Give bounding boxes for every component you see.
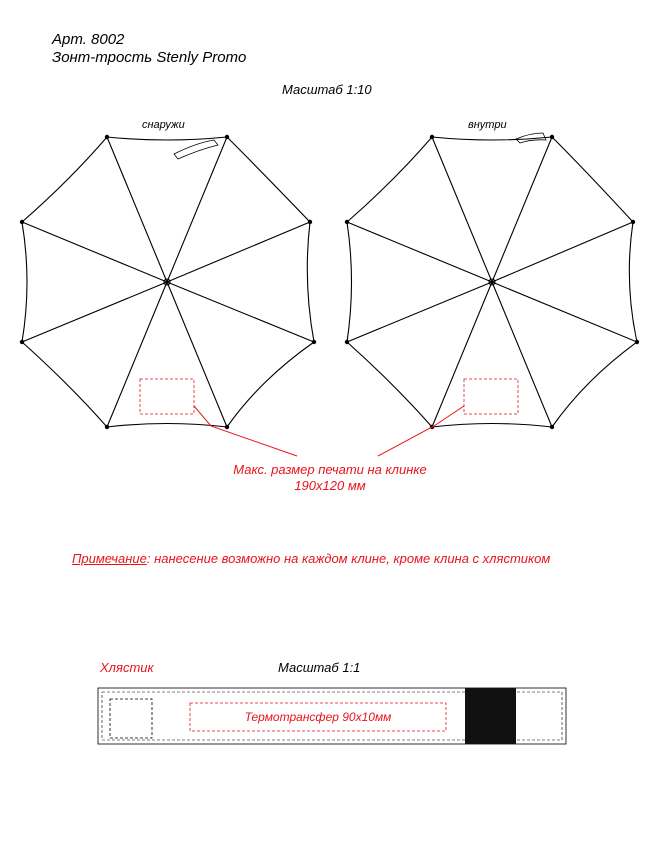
strap-outline-outside xyxy=(174,140,218,159)
article-number: Арт. 8002 xyxy=(52,31,125,48)
note-text: : нанесение возможно на каждом клине, кроме клина с хлястиком xyxy=(146,551,551,566)
transfer-label: Термотрансфер 90х10мм xyxy=(244,710,392,724)
print-area-outside xyxy=(140,379,194,414)
print-area-inside xyxy=(464,379,518,414)
umbrella-inside xyxy=(345,133,639,429)
print-area-caption xyxy=(180,462,480,494)
note-label: Примечание xyxy=(72,551,147,566)
product-name: Зонт-трость Stenly Promo xyxy=(52,49,247,66)
note xyxy=(72,551,550,566)
scale-label-bottom: Масштаб 1:1 xyxy=(278,660,361,675)
umbrella-outside xyxy=(20,135,316,429)
strap-fastener-square xyxy=(110,699,152,738)
view-label-outside: снаружи xyxy=(142,119,185,131)
leader-line-left xyxy=(194,406,297,456)
view-label-inside: внутри xyxy=(468,119,507,131)
leader-line-right xyxy=(378,406,464,456)
print-area-caption-line1: Макс. размер печати на клинке xyxy=(233,462,427,477)
strap-title: Хлястик xyxy=(100,660,154,675)
scale-label-top: Масштаб 1:10 xyxy=(282,82,372,97)
print-area-caption-line2: 190х120 мм xyxy=(294,478,366,493)
strap-fastener-block xyxy=(465,688,516,744)
